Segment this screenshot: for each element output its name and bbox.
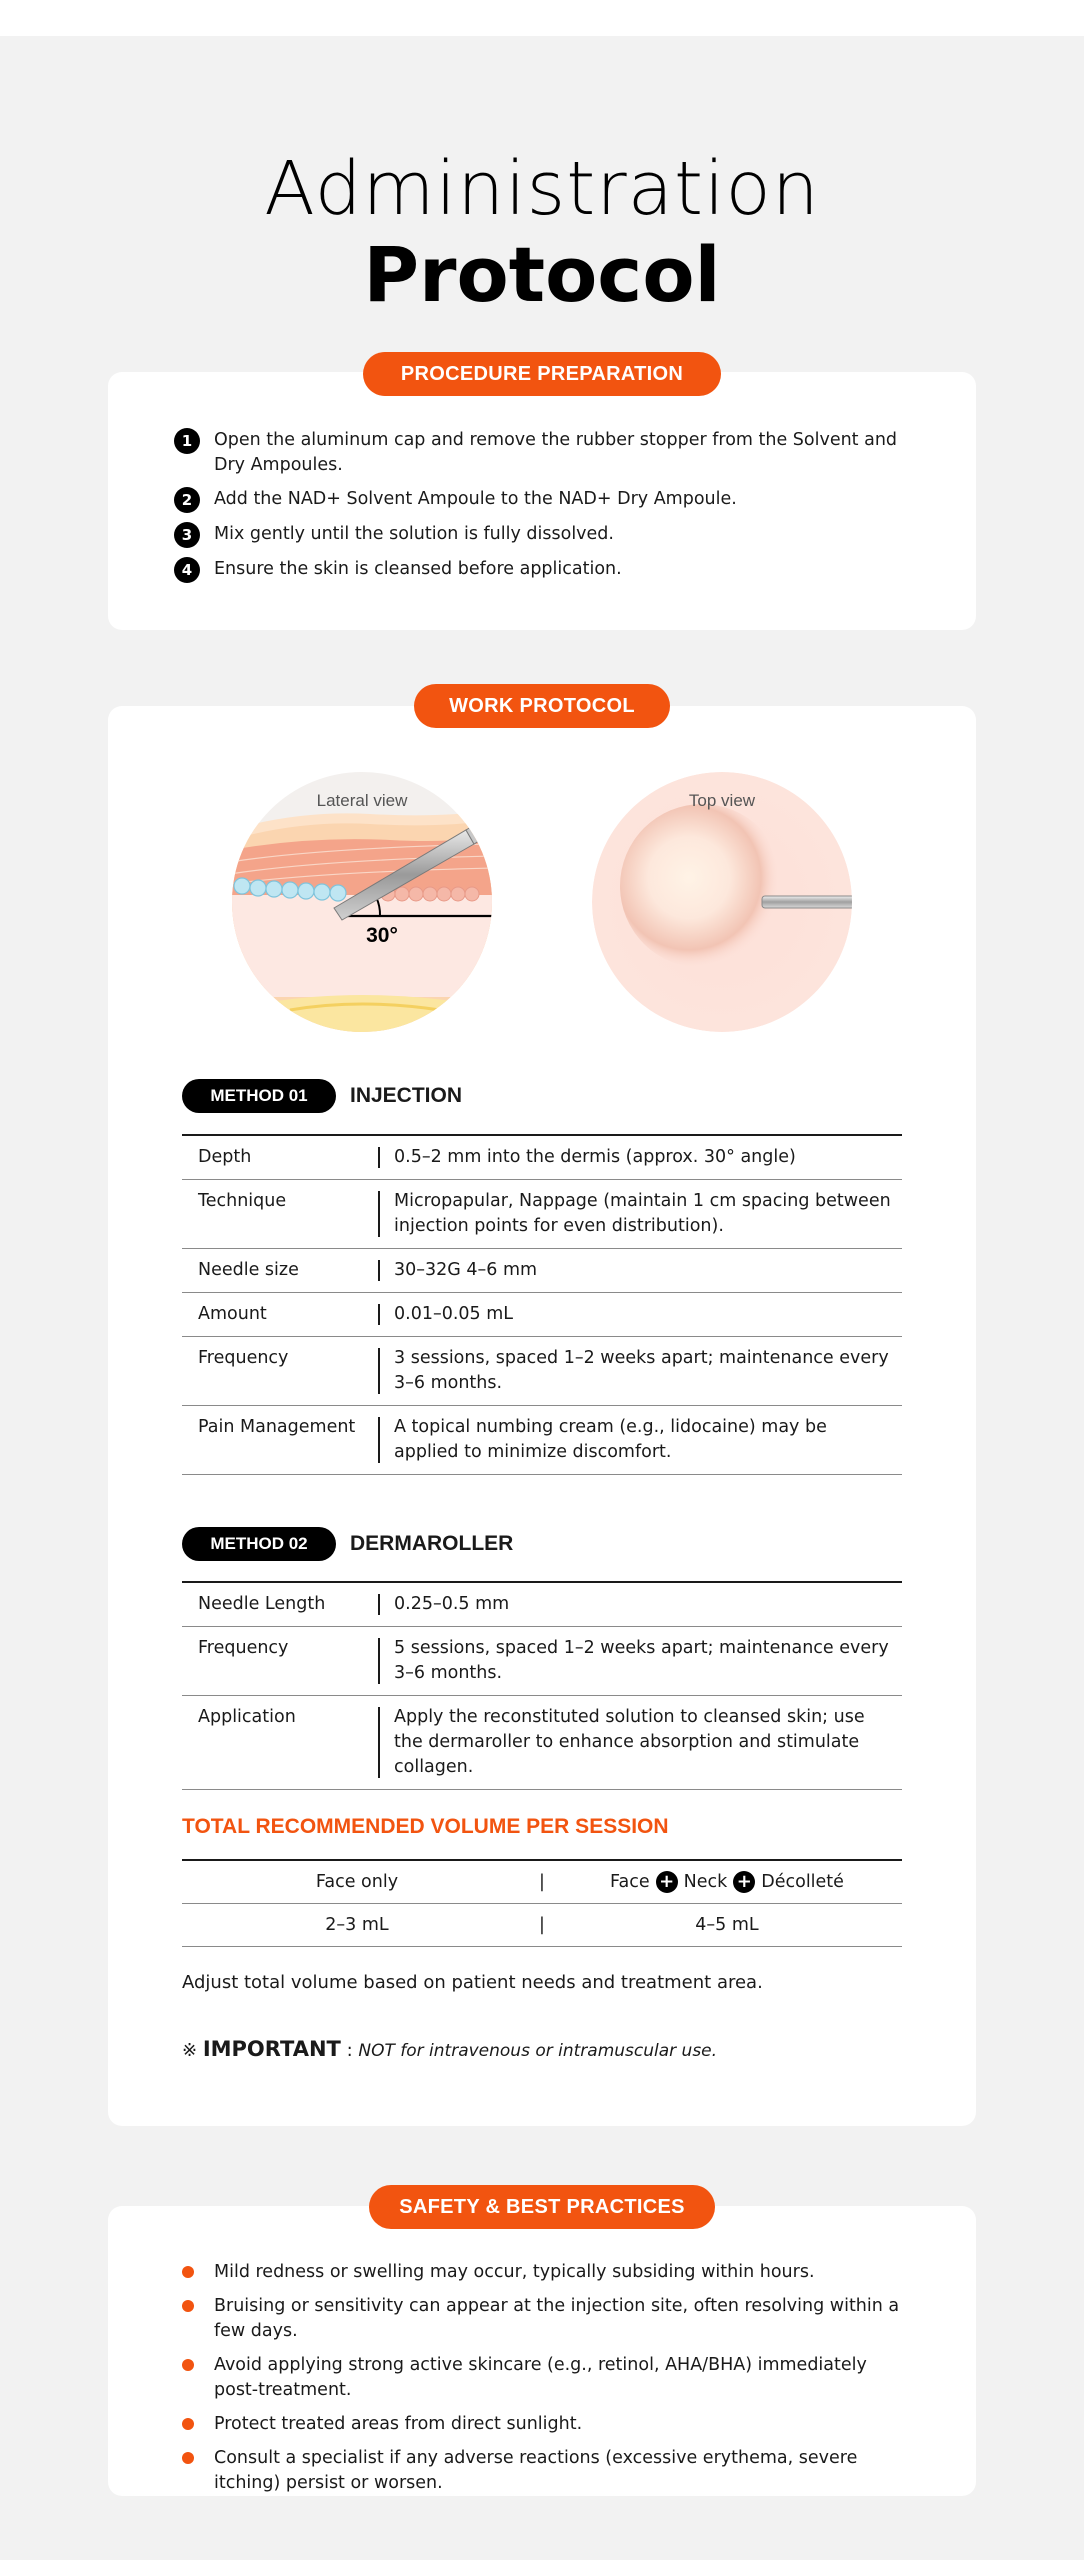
list-item — [182, 2353, 912, 2403]
table-row — [182, 1180, 902, 1249]
table-row — [182, 1337, 902, 1406]
table-row — [182, 1406, 902, 1475]
method1-badge: METHOD 01 — [182, 1079, 336, 1113]
lateral-view-illustration — [230, 770, 494, 1034]
bullet-dot — [182, 2359, 194, 2371]
volume-value-right: 4–5 mL — [695, 1915, 759, 1935]
reference-mark: ※ — [182, 2040, 198, 2061]
row-separator — [372, 1705, 394, 1780]
list-item-text: Protect treated areas from direct sunlight. — [214, 2414, 583, 2434]
row-label: Pain Management — [198, 1417, 356, 1437]
top-bar — [0, 0, 1084, 36]
important-keyword: IMPORTANT — [202, 2037, 341, 2061]
method1-title: INJECTION — [350, 1084, 463, 1107]
important-colon: : — [340, 2040, 359, 2061]
step-item — [174, 487, 914, 513]
table-row — [182, 1249, 902, 1293]
area-decollete: Décolleté — [761, 1872, 844, 1892]
row-label: Depth — [198, 1147, 252, 1167]
row-separator — [372, 1346, 394, 1396]
row-label: Frequency — [198, 1638, 289, 1658]
row-label: Needle size — [198, 1260, 299, 1280]
bullet-dot — [182, 2418, 194, 2430]
step-item — [174, 557, 914, 583]
row-separator — [372, 1189, 394, 1239]
table-row — [182, 1136, 902, 1180]
row-value: 5 sessions, spaced 1–2 weeks apart; maintenance every 3–6 months. — [394, 1638, 889, 1683]
step-text: Open the aluminum cap and remove the rubber stopper from the Solvent and Dry Ampoules. — [214, 430, 898, 475]
column-separator: | — [539, 1915, 545, 1935]
list-item-text: Avoid applying strong active skincare (e.g., retinol, AHA/BHA) immediately post-treatment. — [214, 2355, 867, 2400]
table-row — [182, 1861, 902, 1904]
row-label: Amount — [198, 1304, 267, 1324]
page-title-bold: Protocol — [363, 230, 721, 319]
method2-title: DERMAROLLER — [350, 1532, 514, 1555]
step-number: 1 — [174, 428, 200, 454]
list-item — [182, 2294, 912, 2344]
important-text: NOT for intravenous or intramuscular use. — [358, 2041, 718, 2061]
preparation-pill: PROCEDURE PREPARATION — [363, 352, 721, 396]
table-row — [182, 1583, 902, 1627]
table-row — [182, 1293, 902, 1337]
volume-value-left: 2–3 mL — [325, 1915, 389, 1935]
row-separator — [372, 1415, 394, 1465]
table-row — [182, 1696, 902, 1790]
row-value: 30–32G 4–6 mm — [394, 1260, 538, 1280]
bullet-dot — [182, 2300, 194, 2312]
row-value: A topical numbing cream (e.g., lidocaine) may be applied to minimize discomfort. — [394, 1417, 827, 1462]
step-item — [174, 428, 914, 478]
plus-icon: + — [656, 1871, 678, 1893]
row-value: Apply the reconstituted solution to cleansed skin; use the dermaroller to enhance absorption and stimulate collagen. — [394, 1707, 865, 1777]
row-value: 0.25–0.5 mm — [394, 1594, 510, 1614]
method1-header — [182, 1079, 462, 1113]
step-number: 2 — [174, 487, 200, 513]
step-number: 3 — [174, 522, 200, 548]
row-label: Needle Length — [198, 1594, 326, 1614]
area-face: Face — [610, 1872, 650, 1892]
volume-note: Adjust total volume based on patient needs and treatment area. — [182, 1972, 763, 1993]
table-row — [182, 1627, 902, 1696]
method2-badge: METHOD 02 — [182, 1527, 336, 1561]
method2-table — [182, 1581, 902, 1790]
row-label: Application — [198, 1707, 296, 1727]
page-title-light: Administration — [264, 146, 820, 232]
step-text: Add the NAD+ Solvent Ampoule to the NAD+ Dry Ampoule. — [214, 489, 737, 509]
bullet-dot — [182, 2452, 194, 2464]
step-text: Ensure the skin is cleansed before application. — [214, 559, 622, 579]
top-view-caption: Top view — [688, 791, 756, 810]
important-notice — [182, 2037, 717, 2061]
row-value: 0.5–2 mm into the dermis (approx. 30° angle) — [394, 1147, 796, 1167]
method2-header — [182, 1527, 513, 1561]
step-text: Mix gently until the solution is fully dissolved. — [214, 524, 614, 544]
row-separator — [372, 1592, 394, 1617]
area-neck: Neck — [683, 1872, 728, 1892]
plus-icon: + — [733, 1871, 755, 1893]
column-separator: | — [539, 1872, 545, 1892]
angle-label: 30° — [366, 924, 398, 947]
row-separator — [372, 1258, 394, 1283]
row-separator — [372, 1302, 394, 1327]
list-item — [182, 2412, 912, 2437]
volume-table — [182, 1859, 902, 1947]
list-item-text: Bruising or sensitivity can appear at the injection site, often resolving within a few days. — [214, 2296, 900, 2341]
method1-table — [182, 1134, 902, 1475]
list-item-text: Mild redness or swelling may occur, typically subsiding within hours. — [214, 2262, 815, 2282]
preparation-steps — [174, 428, 914, 592]
volume-head-right — [552, 1871, 902, 1893]
top-view-illustration — [590, 770, 854, 1034]
list-item-text: Consult a specialist if any adverse reactions (excessive erythema, severe itching) persist or worsen. — [214, 2448, 858, 2493]
list-item — [182, 2446, 912, 2496]
row-separator — [372, 1636, 394, 1686]
safety-pill: SAFETY & BEST PRACTICES — [369, 2185, 715, 2229]
row-value: 3 sessions, spaced 1–2 weeks apart; maintenance every 3–6 months. — [394, 1348, 889, 1393]
safety-list — [182, 2260, 912, 2505]
row-value: Micropapular, Nappage (maintain 1 cm spacing between injection points for even distribution). — [394, 1191, 891, 1236]
table-row — [182, 1904, 902, 1947]
row-label: Technique — [198, 1191, 287, 1211]
step-item — [174, 522, 914, 548]
work-protocol-pill: WORK PROTOCOL — [414, 684, 670, 728]
list-item — [182, 2260, 912, 2285]
bullet-dot — [182, 2266, 194, 2278]
lateral-view-caption: Lateral view — [316, 791, 408, 810]
volume-title: TOTAL RECOMMENDED VOLUME PER SESSION — [182, 1815, 669, 1838]
step-number: 4 — [174, 557, 200, 583]
volume-head-left: Face only — [315, 1872, 399, 1892]
row-separator — [372, 1145, 394, 1170]
row-value: 0.01–0.05 mL — [394, 1304, 514, 1324]
row-label: Frequency — [198, 1348, 289, 1368]
